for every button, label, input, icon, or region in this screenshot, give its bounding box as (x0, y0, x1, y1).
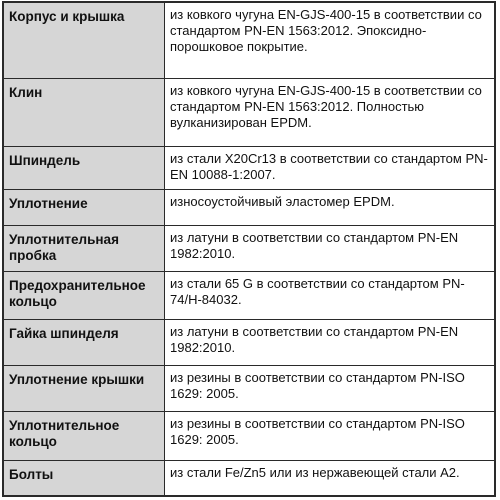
table-row (4, 225, 495, 272)
value-cell: износоустойчивый эластомер EPDM. (165, 190, 495, 225)
table-row (4, 146, 495, 190)
property-cell: Уплотнение (4, 190, 165, 225)
table-row (4, 320, 495, 366)
property-cell: Уплотнительная пробка (4, 225, 165, 272)
value-cell: из стали X20Cr13 в соответствии со стандартом PN-EN 10088-1:2007. (165, 146, 495, 190)
property-cell: Уплотнительное кольцо (4, 411, 165, 460)
table-row (4, 411, 495, 460)
property-cell: Болты (4, 460, 165, 495)
value-cell: из резины в соответствии со стандартом PN-ISO 1629: 2005. (165, 411, 495, 460)
property-cell: Уплотнение крышки (4, 366, 165, 412)
value-cell: из ковкого чугуна EN-GJS-400-15 в соответствии со стандартом PN-EN 1563:2012. Эпоксидно-порошковое покрытие. (165, 3, 495, 79)
value-cell: из резины в соответствии со стандартом PN-ISO 1629: 2005. (165, 366, 495, 412)
property-cell: Гайка шпинделя (4, 320, 165, 366)
value-cell: из стали 65 G в соответствии со стандартом PN-74/H-84032. (165, 272, 495, 320)
value-cell: из ковкого чугуна EN-GJS-400-15 в соответствии со стандартом PN-EN 1563:2012. Полностью вулканизирован EPDM. (165, 78, 495, 146)
table-row (4, 3, 495, 79)
value-cell: из латуни в соответствии со стандартом PN-EN 1982:2010. (165, 320, 495, 366)
property-cell: Предохранительное кольцо (4, 272, 165, 320)
property-cell: Клин (4, 78, 165, 146)
table-row (4, 190, 495, 225)
materials-table-grid (3, 2, 495, 496)
value-cell: из стали Fe/Zn5 или из нержавеющей стали A2. (165, 460, 495, 495)
materials-table (2, 1, 496, 497)
table-row (4, 366, 495, 412)
property-cell: Корпус и крышка (4, 3, 165, 79)
property-cell: Шпиндель (4, 146, 165, 190)
table-row (4, 272, 495, 320)
table-row (4, 460, 495, 495)
value-cell: из латуни в соответствии со стандартом PN-EN 1982:2010. (165, 225, 495, 272)
table-row (4, 78, 495, 146)
